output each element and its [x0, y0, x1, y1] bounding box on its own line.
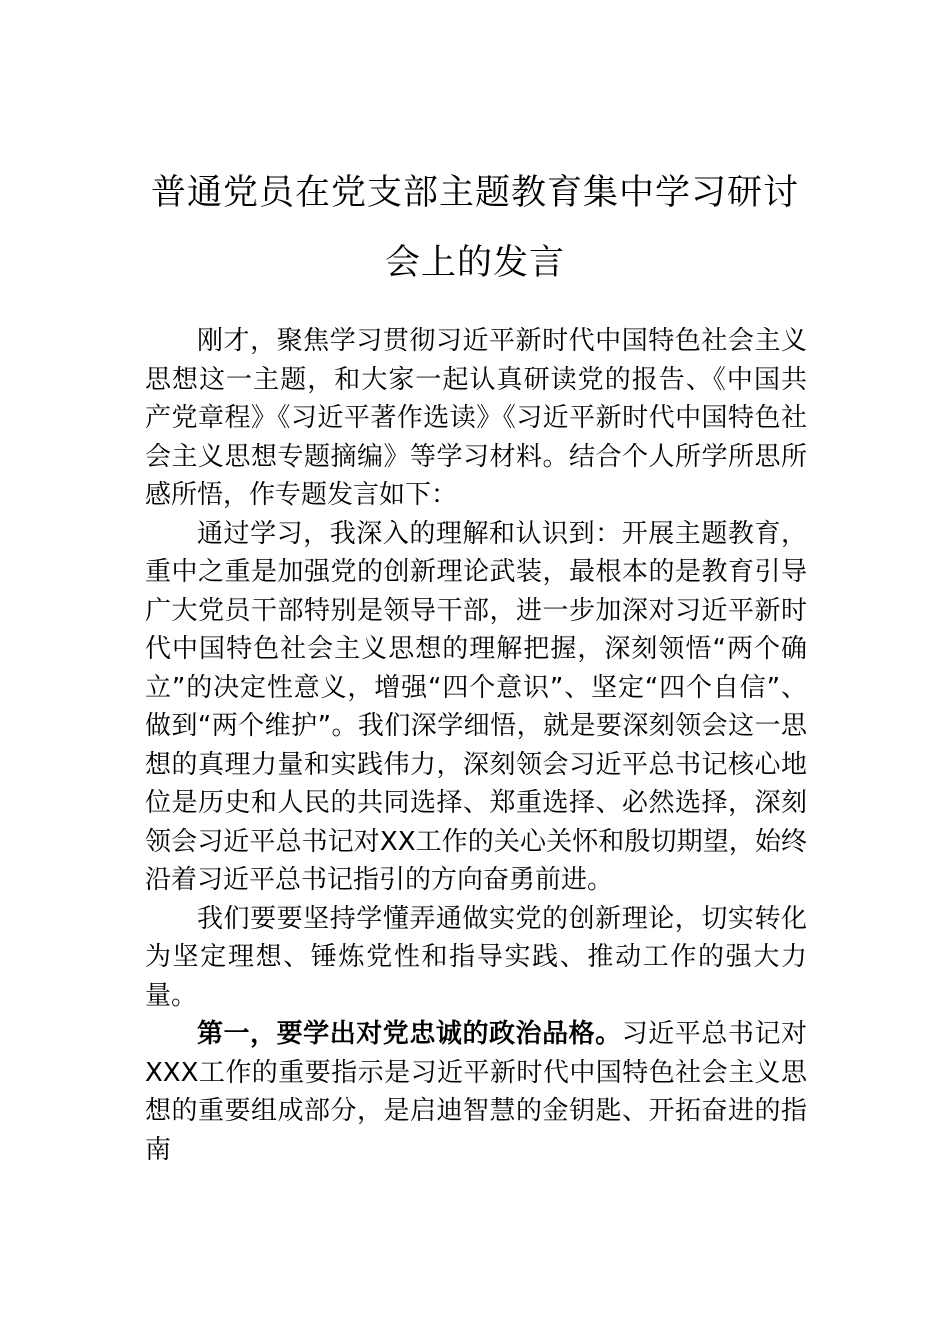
paragraph-intro: 刚才，聚焦学习贯彻习近平新时代中国特色社会主义思想这一主题，和大家一起认真研读党的报告、《中国共产党章程》《习近平著作选读》《习近平新时代中国特色社会主义思想专题摘编》等学习材料。结合个人所学所思所感所悟，作专题发言如下：: [145, 326, 807, 510]
title-line-1: 普通党员在党支部主题教育集中学习研讨: [150, 173, 799, 213]
title-line-2: 会上的发言: [384, 243, 565, 283]
document-body: [145, 322, 807, 1169]
paragraph-understanding: 通过学习，我深入的理解和认识到：开展主题教育，重中之重是加强党的创新理论武装，最根本的是教育引导广大党员干部特别是领导干部，进一步加深对习近平新时代中国特色社会主义思想的理解把握，深刻领悟“两个确立”的决定性意义，增强“四个意识”、坚定“四个自信”、做到“两个维护”。我们深学细悟，就是要深刻领会这一思想的真理力量和实践伟力，深刻领会习近平总书记核心地位是历史和人民的共同选择、郑重选择、必然选择，深刻领会习近平总书记对XX工作的关心关怀和殷切期望，始终沿着习近平总书记指引的方向奋勇前进。: [145, 518, 807, 895]
paragraph-point-one: [145, 1015, 807, 1169]
point-one-heading: 第一，要学出对党忠诚的政治品格。: [197, 1019, 622, 1049]
document-title: [145, 158, 805, 298]
paragraph-commitment: 我们要要坚持学懂弄通做实党的创新理论，切实转化为坚定理想、锤炼党性和指导实践、推动工作的强大力量。: [145, 903, 807, 1011]
point-one-text: 习近平总书记对XXX工作的重要指示是习近平新时代中国特色社会主义思想的重要组成部分，是启迪智慧的金钥匙、开拓奋进的指南: [145, 1019, 807, 1165]
